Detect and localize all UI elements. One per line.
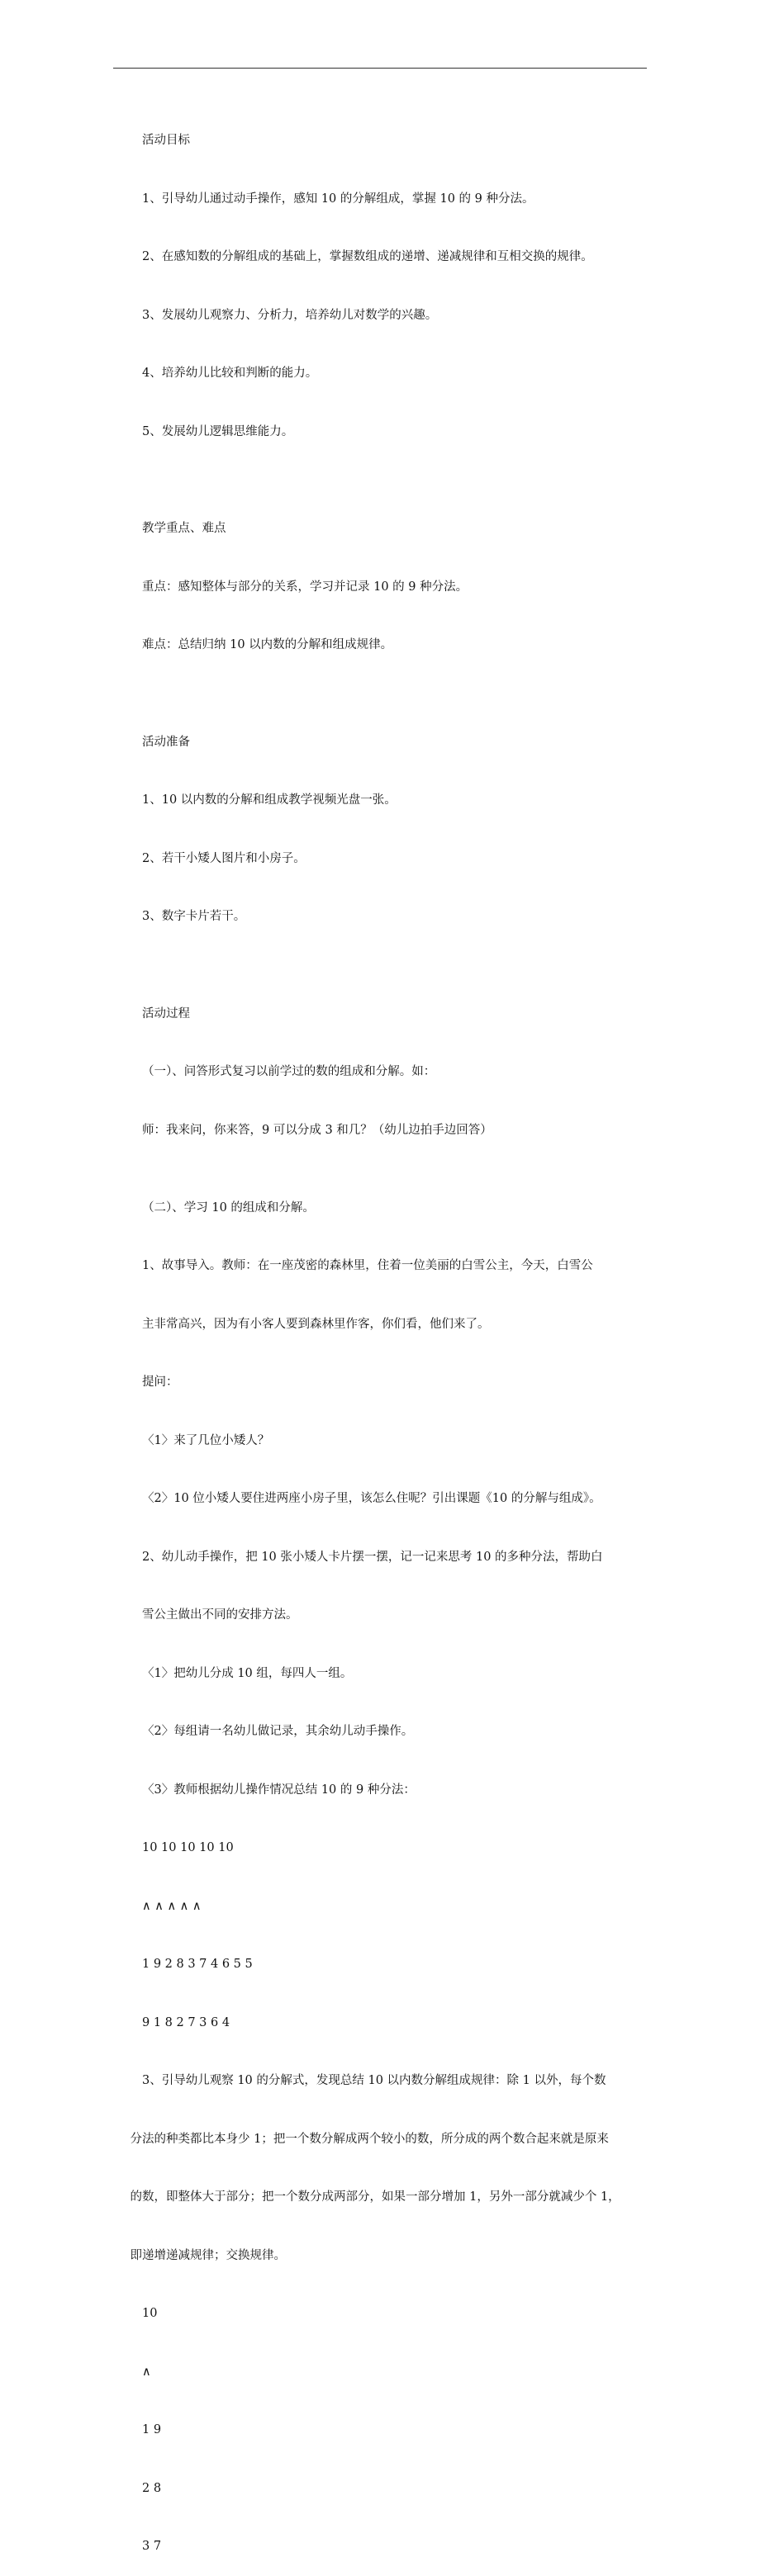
decomposition-line: ∧ xyxy=(142,2365,151,2379)
process-line: 师：我来问，你来答，9 可以分成 3 和几？（幼儿边拍手边回答） xyxy=(142,1123,492,1137)
document-body xyxy=(130,92,654,2576)
section-heading-goals: 活动目标 xyxy=(142,134,190,147)
goal-item: 1、引导幼儿通过动手操作，感知 10 的分解组成，掌握 10 的 9 种分法。 xyxy=(142,192,534,206)
goal-item: 4、培养幼儿比较和判断的能力。 xyxy=(142,367,318,380)
process-line: 3、引导幼儿观察 10 的分解式，发现总结 10 以内数分解组成规律：除 1 以外，每个数 xyxy=(142,2074,606,2087)
goal-item: 3、发展幼儿观察力、分析力，培养幼儿对数学的兴趣。 xyxy=(142,308,438,322)
decomposition-line: 1 9 xyxy=(142,2423,162,2436)
process-line: （一）、问答形式复习以前学过的数的组成和分解。如： xyxy=(142,1065,436,1078)
process-line: 分法的种类都比本身少 1；把一个数分解成两个较小的数，所分成的两个数合起来就是原来 xyxy=(130,2132,609,2146)
process-line: 即递增递减规律；交换规律。 xyxy=(130,2248,286,2262)
keypoint-item: 难点：总结归纳 10 以内数的分解和组成规律。 xyxy=(142,638,393,651)
process-line: 1、故事导入。教师：在一座茂密的森林里，住着一位美丽的白雪公主，今天，白雪公 xyxy=(142,1259,593,1272)
decomposition-line: 1 9 2 8 3 7 4 6 5 5 xyxy=(142,1958,253,1971)
process-line: 2、幼儿动手操作，把 10 张小矮人卡片摆一摆，记一记来思考 10 的多种分法，帮助白 xyxy=(142,1550,603,1564)
goal-item: 2、在感知数的分解组成的基础上，掌握数组成的递增、递减规律和互相交换的规律。 xyxy=(142,250,593,263)
section-heading-prep: 活动准备 xyxy=(142,735,190,749)
process-line: 提问： xyxy=(142,1376,178,1389)
process-line: 的数，即整体大于部分；把一个数分成两部分，如果一部分增加 1，另外一部分就减少个 1， xyxy=(130,2190,620,2204)
process-line: 〈2〉10 位小矮人要住进两座小房子里，该怎么住呢？引出课题《10 的分解与组成》。 xyxy=(142,1492,601,1505)
header-rule xyxy=(113,68,647,69)
section-heading-process: 活动过程 xyxy=(142,1006,190,1020)
decomposition-line: 10 10 10 10 10 xyxy=(142,1841,234,1854)
keypoint-item: 重点：感知整体与部分的关系，学习并记录 10 的 9 种分法。 xyxy=(142,580,468,594)
decomposition-line: 9 1 8 2 7 3 6 4 xyxy=(142,2015,230,2029)
decomposition-line: ∧ ∧ ∧ ∧ ∧ xyxy=(142,1899,202,1913)
process-line: 雪公主做出不同的安排方法。 xyxy=(142,1608,298,1622)
prep-item: 3、数字卡片若干。 xyxy=(142,910,246,923)
goal-item: 5、发展幼儿逻辑思维能力。 xyxy=(142,424,294,438)
process-line: 〈1〉把幼儿分成 10 组，每四人一组。 xyxy=(142,1666,353,1680)
prep-item: 1、10 以内数的分解和组成教学视频光盘一张。 xyxy=(142,793,397,807)
decomposition-line: 10 xyxy=(142,2307,158,2320)
prep-item: 2、若干小矮人图片和小房子。 xyxy=(142,851,306,865)
process-line: 主非常高兴，因为有小客人要到森林里作客，你们看，他们来了。 xyxy=(142,1317,490,1331)
section-heading-keypoints: 教学重点、难点 xyxy=(142,522,226,535)
process-line: 〈1〉来了几位小矮人？ xyxy=(142,1433,270,1447)
process-line: 〈2〉每组请一名幼儿做记录，其余幼儿动手操作。 xyxy=(142,1725,414,1738)
decomposition-line: 2 8 xyxy=(142,2481,162,2495)
decomposition-line: 3 7 xyxy=(142,2540,162,2553)
process-line: （二）、学习 10 的组成和分解。 xyxy=(142,1200,315,1215)
process-line: 〈3〉教师根据幼儿操作情况总结 10 的 9 种分法： xyxy=(142,1783,416,1797)
